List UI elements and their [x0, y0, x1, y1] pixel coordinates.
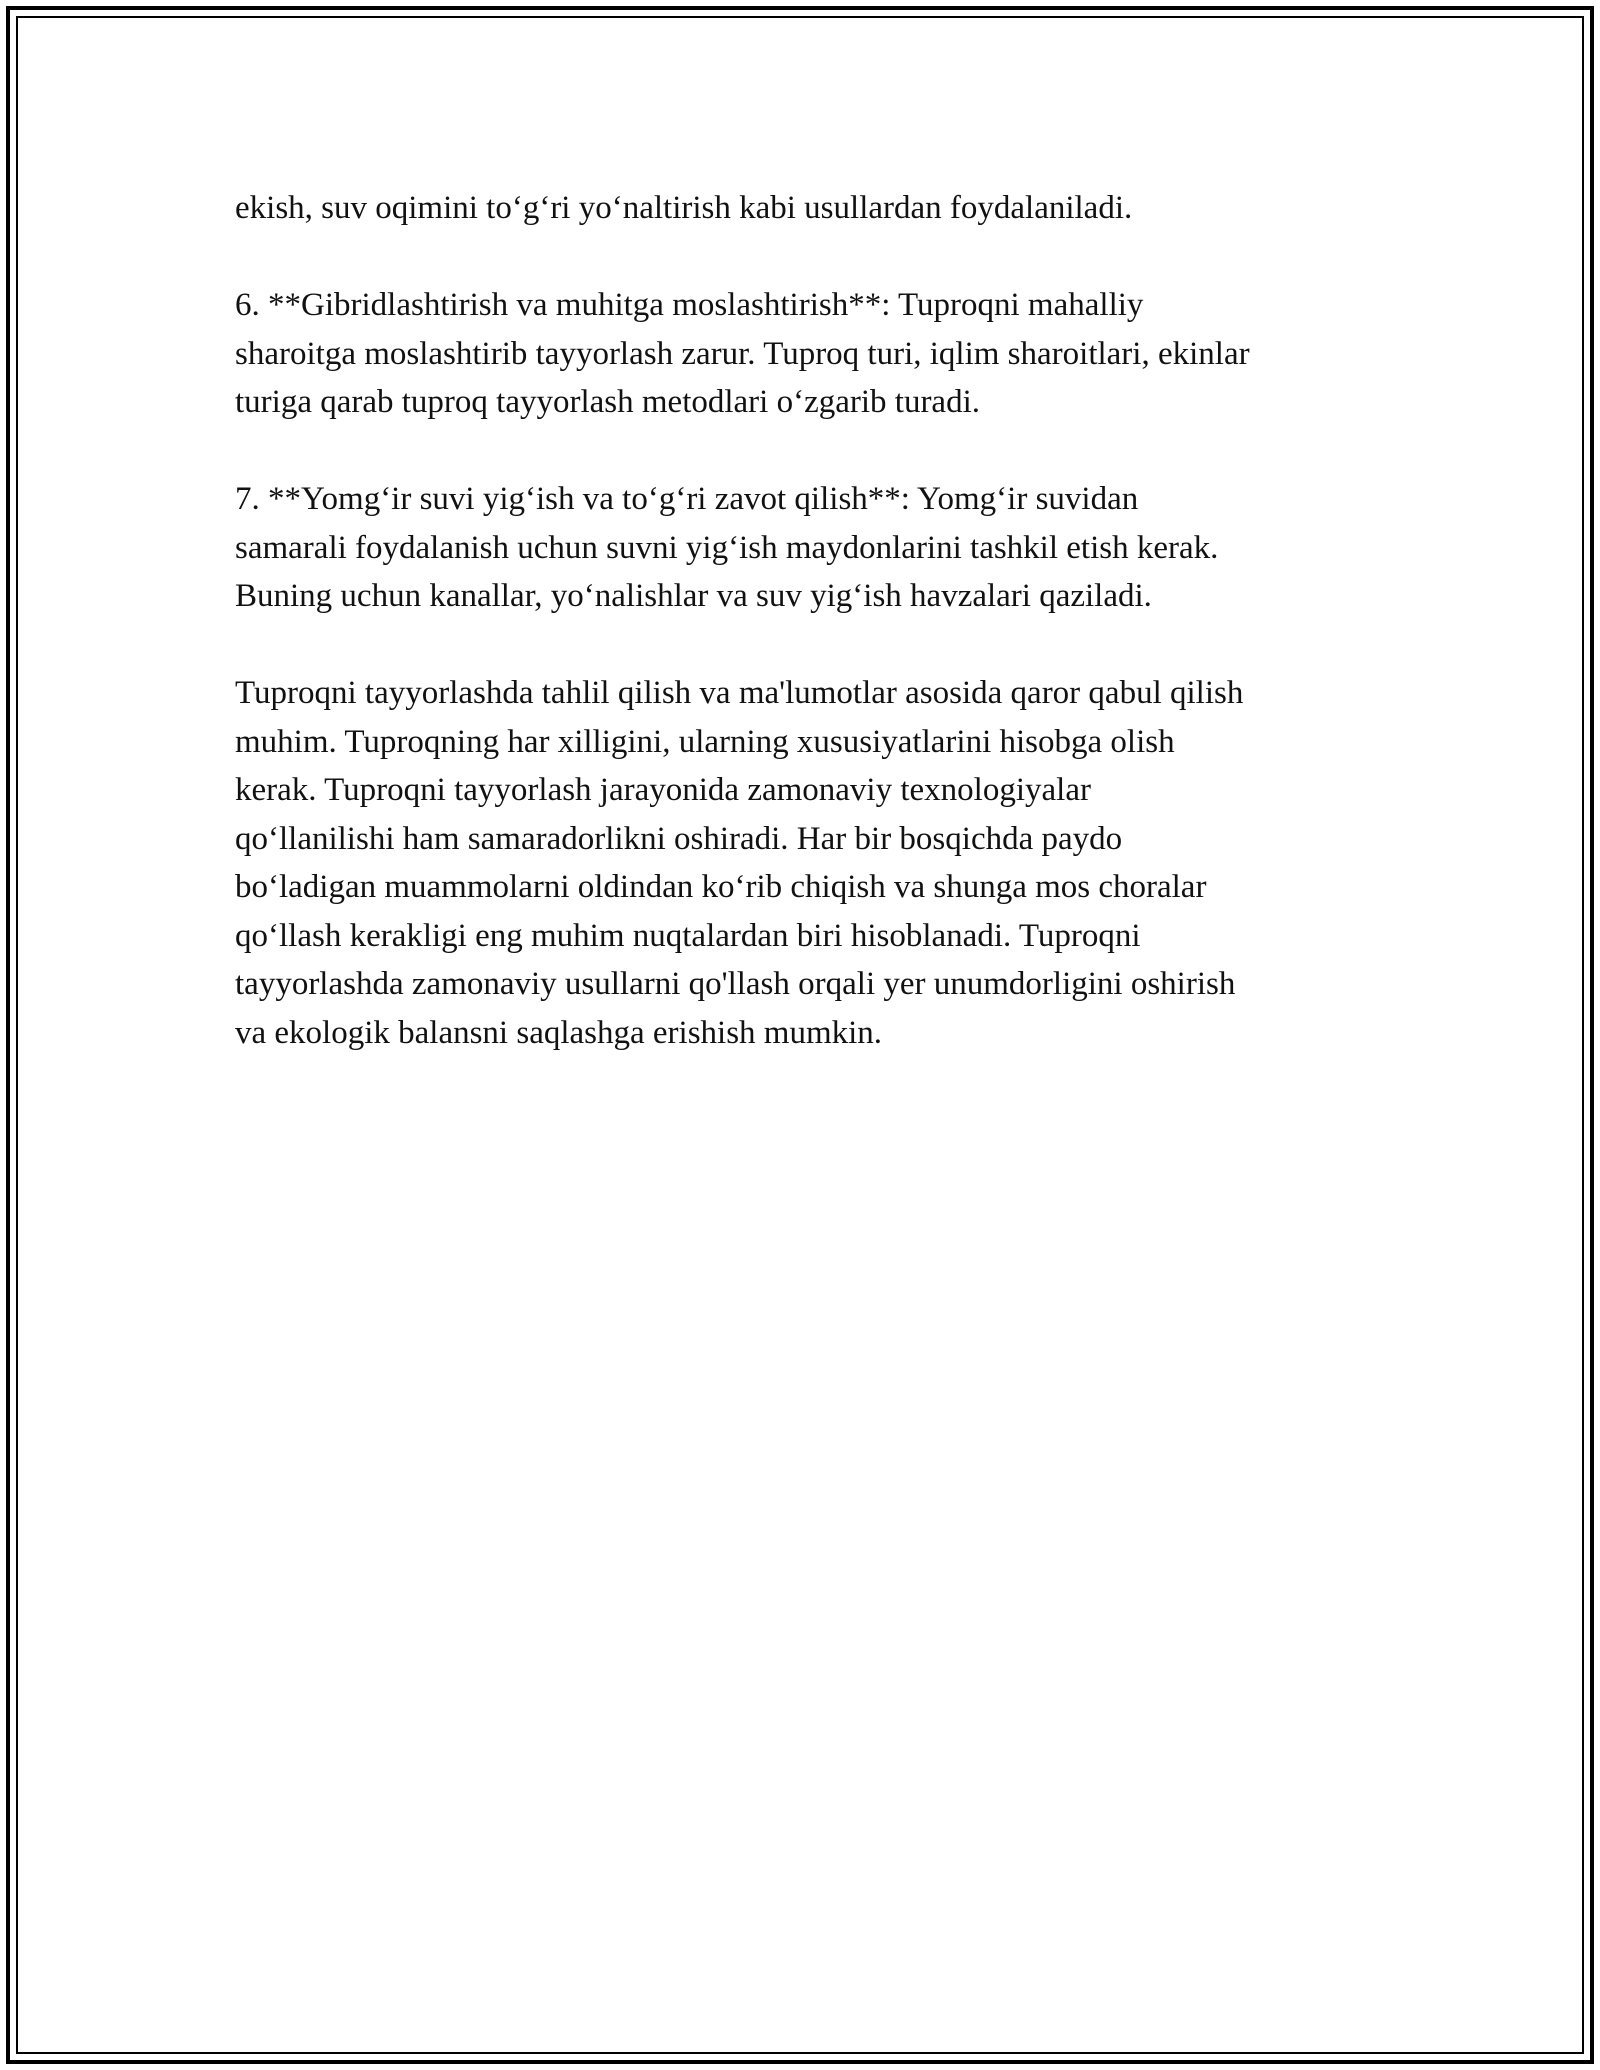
text-line: Tuproqni tayyorlashda tahlil qilish va ma'lumotlar asosida qaror qabul qilish: [235, 675, 1244, 711]
paragraph-item-6: [235, 281, 1385, 427]
text-line: qo‘llanilishi ham samaradorlikni oshiradi. Har bir bosqichda paydo: [235, 820, 1123, 857]
paragraph-continuation: [235, 184, 1385, 233]
text-line: bo‘ladigan muammolarni oldindan ko‘rib chiqish va shunga mos choralar: [235, 869, 1207, 905]
text-line: 6. **Gibridlashtirish va muhitga moslashtirish**: Tuproqni mahalliy: [235, 287, 1144, 323]
paragraph-conclusion: [235, 669, 1385, 1057]
text-line: turiga qarab tuproq tayyorlash metodlari o‘zgarib turadi.: [235, 384, 980, 420]
text-line: tayyorlashda zamonaviy usullarni qo'llash orqali yer unumdorligini oshirish: [235, 966, 1236, 1002]
text-line: Buning uchun kanallar, yo‘nalishlar va suv yig‘ish havzalari qaziladi.: [235, 578, 1152, 614]
text-line: muhim. Tuproqning har xilligini, ularning xususiyatlarini hisobga olish: [235, 723, 1175, 760]
text-line: qo‘llash kerakligi eng muhim nuqtalardan biri hisoblanadi. Tuproqni: [235, 917, 1141, 954]
paragraph-item-7: [235, 475, 1385, 621]
text-line: ekish, suv oqimini to‘g‘ri yo‘naltirish kabi usullardan foydalaniladi.: [235, 190, 1133, 226]
text-line: sharoitga moslashtirib tayyorlash zarur. Tuproq turi, iqlim sharoitlari, ekinlar: [235, 335, 1250, 372]
document-body: [235, 184, 1385, 1106]
text-line: va ekologik balansni saqlashga erishish mumkin.: [235, 1014, 883, 1051]
text-line: kerak. Tuproqni tayyorlash jarayonida zamonaviy texnologiyalar: [235, 772, 1091, 808]
text-line: samarali foydalanish uchun suvni yig‘ish maydonlarini tashkil etish kerak.: [235, 529, 1219, 566]
text-line: 7. **Yomg‘ir suvi yig‘ish va to‘g‘ri zavot qilish**: Yomg‘ir suvidan: [235, 481, 1139, 517]
